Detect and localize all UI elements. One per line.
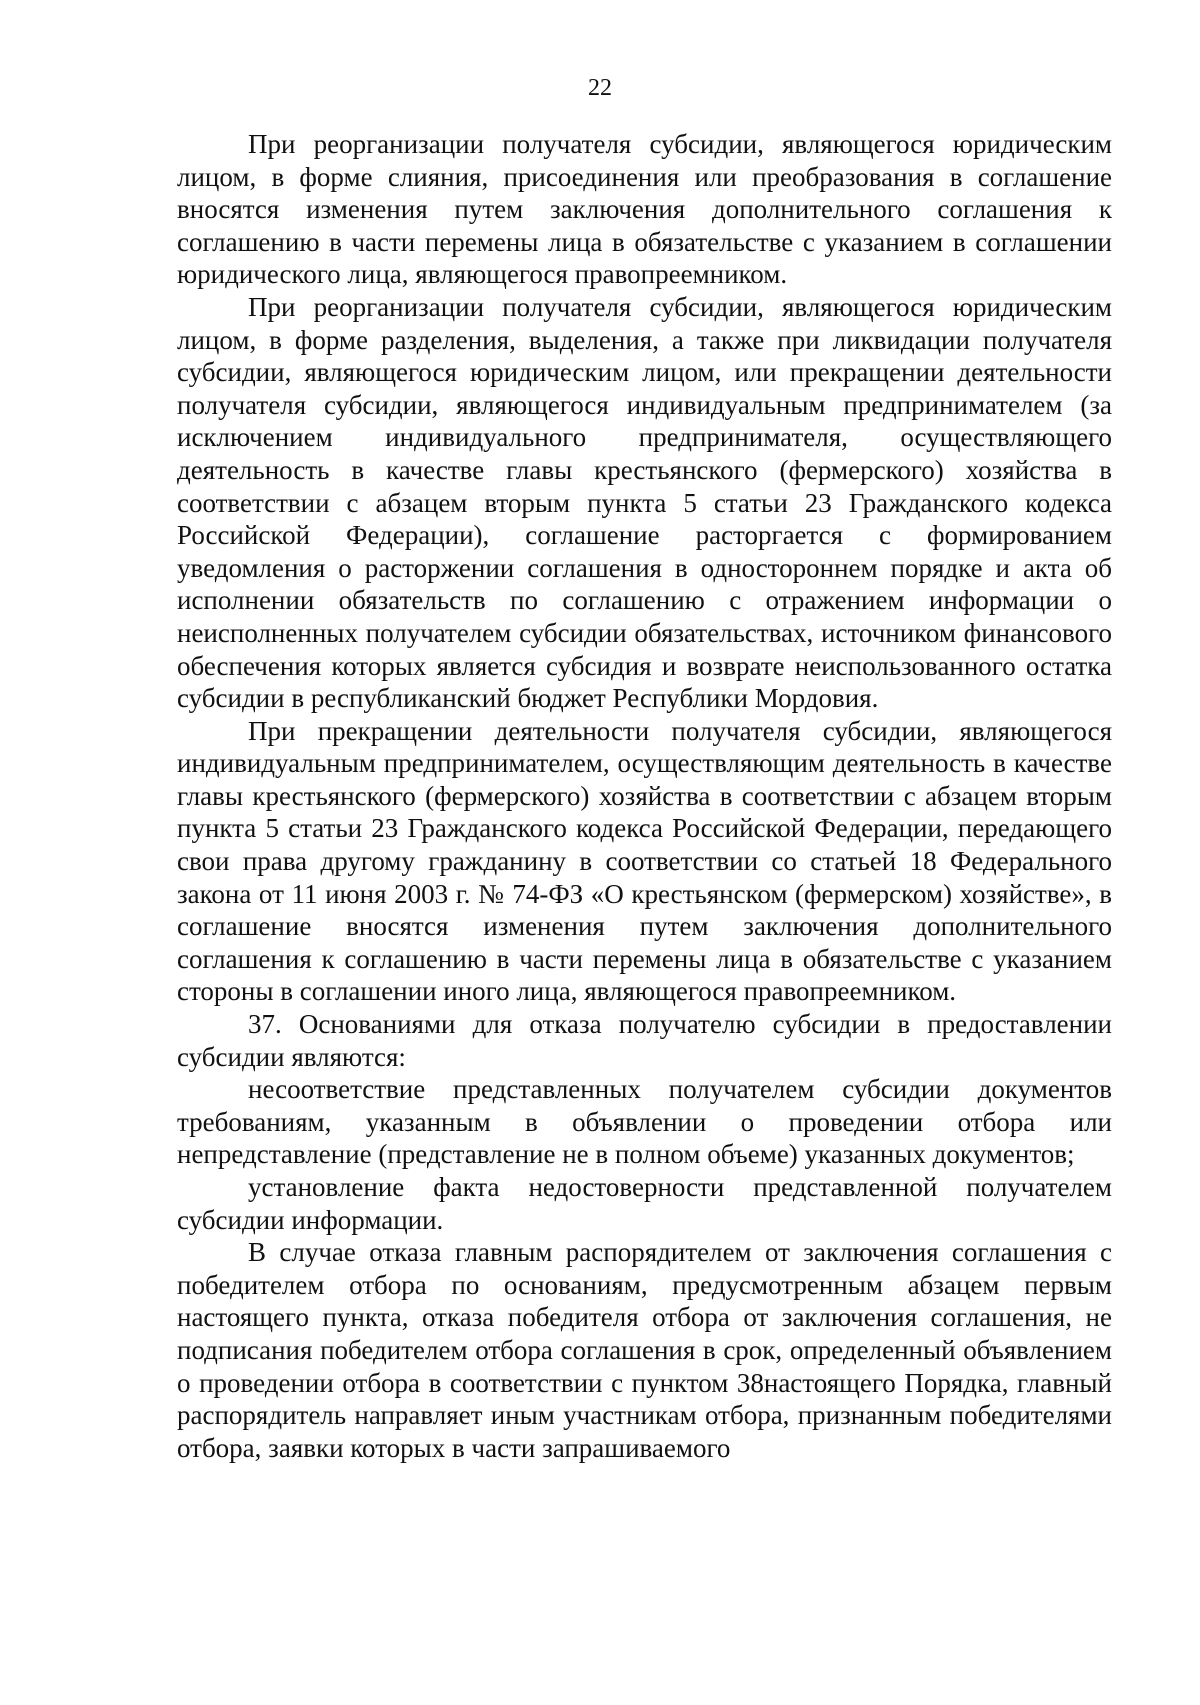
paragraph-termination-entrepreneur: При прекращении деятельности получателя субсидии, являющегося индивидуальным предпринимателем, осуществляющим деятельность в качестве главы крестьянского (фермерского) хозяйства в соответствии с абзацем вторым пункта 5 статьи 23 Гражданского кодекса Российской Федерации, передающего свои права другому гражданину в соответствии со статьей 18 Федерального закона от 11 июня 2003 г. № 74-ФЗ «О крестьянском (фермерском) хозяйстве», в соглашение вносятся изменения путем заключения дополнительного соглашения к соглашению в части перемены лица в обязательстве с указанием стороны в соглашении иного лица, являющегося правопреемником. [177, 715, 1112, 1007]
page-number: 22 [588, 75, 612, 101]
paragraph-37-grounds: 37. Основаниями для отказа получателю субсидии в предоставлении субсидии являются: [177, 1009, 1112, 1072]
paragraph-reorganization-merger: При реорганизации получателя субсидии, являющегося юридическим лицом, в форме слияния, присоединения или преобразования в соглашение вносятся изменения путем заключения дополнительного соглашения к соглашению в части перемены лица в обязательстве с указанием в соглашении юридического лица, являющегося правопреемником. [177, 129, 1112, 290]
paragraph-unreliability: установление факта недостоверности представленной получателем субсидии информации. [177, 1172, 1112, 1235]
paragraph-reorganization-division: При реорганизации получателя субсидии, являющегося юридическим лицом, в форме разделения, выделения, а также при ликвидации получателя субсидии, являющегося юридическим лицом, или прекращении деятельности получателя субсидии, являющегося индивидуальным предпринимателем (за исключением индивидуального предпринимателя, осуществляющего деятельность в качестве главы крестьянского (фермерского) хозяйства в соответствии с абзацем вторым пункта 5 статьи 23 Гражданского кодекса Российской Федерации), соглашение расторгается с формированием уведомления о расторжении соглашения в одностороннем порядке и акта об исполнении обязательств по соглашению с отражением информации о неисполненных получателем субсидии обязательствах, источником финансового обеспечения которых является субсидия и возврате неиспользованного остатка субсидии в республиканский бюджет Республики Мордовия. [177, 291, 1112, 714]
document-body [177, 128, 1112, 1464]
paragraph-refusal-case: В случае отказа главным распорядителем от заключения соглашения с победителем отбора по основаниям, предусмотренным абзацем первым настоящего пункта, отказа победителя отбора от заключения соглашения, не подписания победителем отбора соглашения в срок, определенный объявлением о проведении отбора в соответствии с пунктом 38настоящего Порядка, главный распорядитель направляет иным участникам отбора, признанным победителями отбора, заявки которых в части запрашиваемого [177, 1237, 1112, 1463]
paragraph-nonconformity: несоответствие представленных получателем субсидии документов требованиям, указанным в объявлении о проведении отбора или непредставление (представление не в полном объеме) указанных документов; [177, 1074, 1112, 1170]
